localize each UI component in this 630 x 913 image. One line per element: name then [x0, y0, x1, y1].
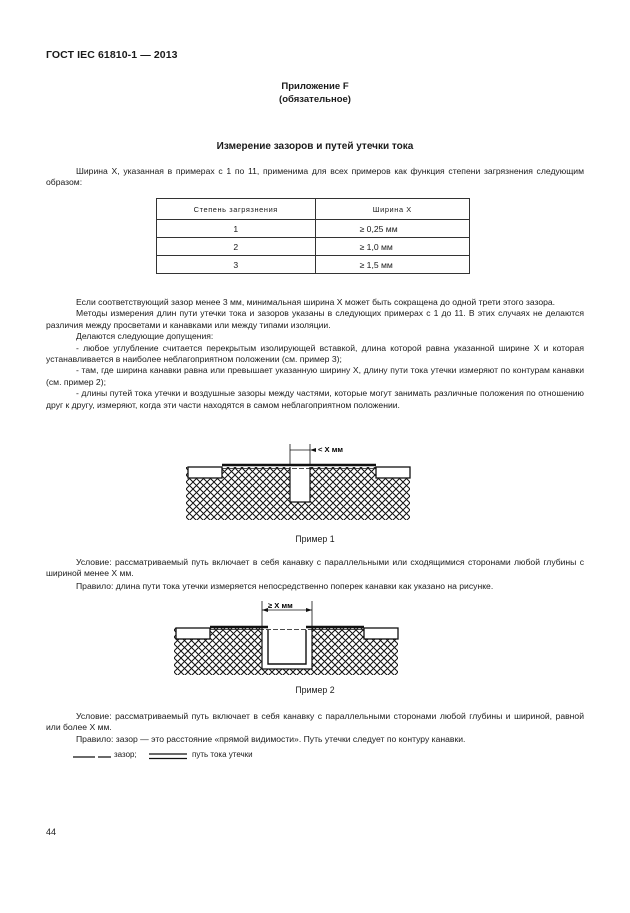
- table-cell: 2: [157, 238, 316, 256]
- section-title: Измерение зазоров и путей утечки тока: [216, 141, 414, 152]
- example-2-condition: Условие: рассматриваемый путь включает в себя канавку с параллельными сторонами любой глубины и шириной, равной или более X мм.: [46, 711, 584, 733]
- table-header-row: [157, 199, 470, 220]
- paragraph: - там, где ширина канавки равна или превышает указанную ширину X, длину пути тока утечки измеряют по контурам канавки (см. пример 2);: [46, 365, 584, 387]
- example-1-rule: Правило: длина пути тока утечки измеряется непосредственно поперек канавки как указано на рисунке.: [76, 581, 494, 591]
- legend: [73, 750, 373, 764]
- table-row: [157, 220, 470, 238]
- left-conductor: [188, 467, 222, 478]
- table-cell: 1: [157, 220, 316, 238]
- example-2-caption: Пример 2: [295, 685, 335, 695]
- groove: [290, 467, 310, 502]
- creepage-line-symbol: [149, 752, 189, 761]
- table-cell: ≥ 1,0 мм: [315, 238, 469, 256]
- paragraph: - любое углубление считается перекрытым изолирующей вставкой, длина которой равна указанной ширине X и которая устанавливается в наиболее неблагоприятном положении (см. пример 3);: [46, 342, 584, 365]
- right-conductor: [364, 628, 398, 639]
- paragraph: - длины путей тока утечки и воздушные зазоры между частями, которые могут занимать различные положения по отношению друг к другу, измеряют, когда эти части находятся в самом неблагоприятном положении.: [46, 388, 584, 410]
- clearance-line-symbol: [73, 753, 113, 761]
- table-cell: ≥ 0,25 мм: [315, 220, 469, 238]
- table-header-cell: Ширина X: [315, 199, 469, 220]
- paragraph: Если соответствующий зазор менее 3 мм, минимальная ширина X может быть сокращена до одной трети этого зазора.: [76, 297, 556, 307]
- document-header: ГОСТ IEC 61810-1 — 2013: [46, 49, 178, 61]
- legend-creepage-label: путь тока утечки: [192, 750, 253, 759]
- table-cell: ≥ 1,5 мм: [315, 256, 469, 274]
- left-conductor: [176, 628, 210, 639]
- dimension-label: ≥ X мм: [268, 601, 293, 610]
- pollution-width-table: [156, 198, 470, 274]
- intro-paragraph: Ширина X, указанная в примерах с 1 по 11, применима для всех примеров как функция степени загрязнения следующим образом:: [46, 166, 584, 188]
- table-row: [157, 256, 470, 274]
- right-conductor: [376, 467, 410, 478]
- example-1-caption: Пример 1: [295, 534, 335, 544]
- groove: [262, 628, 312, 669]
- table-row: [157, 238, 470, 256]
- annex-title: Приложение F: [281, 81, 349, 92]
- paragraph: Методы измерения длин пути утечки тока и зазоров указаны в следующих примерах с 1 до 11. В этих случаях не делаются различия между просветами и канавками или между типами изоляции.: [46, 308, 584, 330]
- legend-clearance-label: зазор;: [114, 750, 137, 759]
- page-number: 44: [46, 827, 57, 837]
- table-cell: 3: [157, 256, 316, 274]
- annex-heading: [0, 80, 630, 106]
- table-header-cell: Степень загрязнения: [157, 199, 316, 220]
- dimension-label: < X мм: [318, 445, 343, 454]
- paragraph: Делаются следующие допущения:: [76, 331, 214, 342]
- example-1-figure: [186, 440, 416, 520]
- body-text: [46, 297, 584, 411]
- example-1-condition: Условие: рассматриваемый путь включает в себя канавку с параллельными или сходящимися сторонами любой глубины с шириной менее X мм.: [46, 557, 584, 579]
- example-2-rule: Правило: зазор — это расстояние «прямой видимости». Путь утечки следует по контуру канавки.: [76, 734, 466, 744]
- annex-status: (обязательное): [279, 94, 351, 105]
- example-2-figure: [174, 595, 404, 675]
